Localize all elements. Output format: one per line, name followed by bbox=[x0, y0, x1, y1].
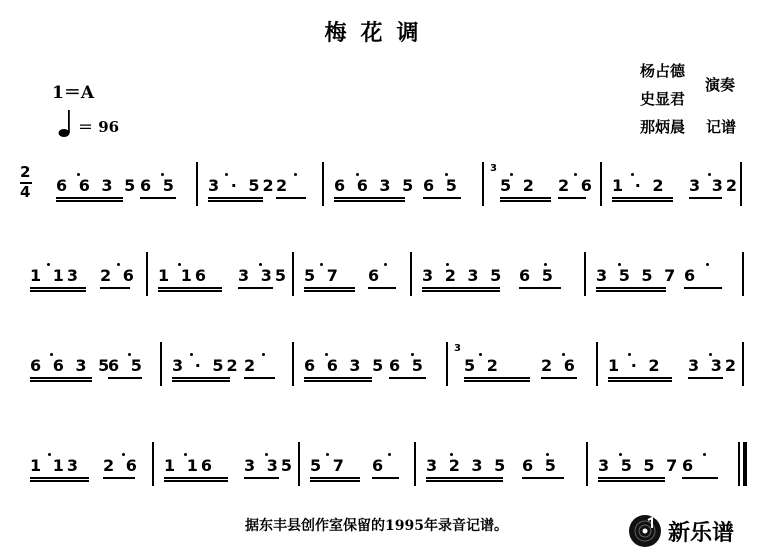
octave-dot bbox=[128, 353, 131, 356]
transcriber: 那炳晨 bbox=[640, 118, 686, 136]
note-group-1: 1 · 2 bbox=[612, 176, 667, 195]
beam-line bbox=[519, 287, 561, 289]
octave-dot bbox=[709, 353, 712, 356]
barline bbox=[160, 342, 162, 386]
beam-line bbox=[164, 480, 228, 482]
performer-1: 杨占德 bbox=[640, 62, 686, 80]
transcriber-role: 记谱 bbox=[706, 118, 737, 136]
note-group-1: 3 · 52 bbox=[208, 176, 277, 195]
barline bbox=[596, 342, 598, 386]
note-group-1: 1 13 bbox=[30, 456, 81, 475]
beam-line bbox=[689, 197, 722, 199]
beam-line bbox=[334, 197, 405, 199]
beam-line bbox=[30, 290, 86, 292]
score-title: 梅花调 bbox=[324, 20, 433, 46]
barline bbox=[446, 342, 448, 386]
beam-line bbox=[56, 200, 123, 202]
octave-dot bbox=[450, 453, 453, 456]
beam-line bbox=[140, 197, 176, 199]
beam-line bbox=[422, 290, 500, 292]
beam-line bbox=[464, 377, 530, 379]
beam-line bbox=[334, 200, 405, 202]
beam-line bbox=[423, 197, 461, 199]
octave-dot bbox=[706, 263, 709, 266]
beam-line bbox=[30, 480, 89, 482]
beam-line bbox=[172, 380, 230, 382]
note-group-2: 6 bbox=[684, 266, 699, 285]
note-group-2: 6 bbox=[368, 266, 383, 285]
note-group-2: 3 35 bbox=[238, 266, 289, 285]
beam-line bbox=[500, 197, 551, 199]
octave-dot bbox=[388, 453, 391, 456]
beam-line bbox=[426, 480, 503, 482]
beam-line bbox=[541, 377, 577, 379]
beam-line bbox=[100, 287, 130, 289]
octave-dot bbox=[708, 173, 711, 176]
barline bbox=[740, 162, 742, 206]
note-group-1: 5 7 bbox=[304, 266, 341, 285]
quarter-note-icon bbox=[58, 108, 72, 138]
note-group-1: 3 · 52 bbox=[172, 356, 241, 375]
octave-dot bbox=[122, 453, 125, 456]
note-group-2: 6 bbox=[372, 456, 387, 475]
beam-line bbox=[244, 477, 279, 479]
octave-dot bbox=[47, 263, 50, 266]
octave-dot bbox=[259, 263, 262, 266]
logo-text: 新乐谱 bbox=[668, 521, 735, 546]
note-group-1: 3 5 5 7 bbox=[598, 456, 681, 475]
octave-dot bbox=[446, 263, 449, 266]
barline bbox=[146, 252, 148, 296]
note-group-1: 1 16 bbox=[158, 266, 209, 285]
note-group-2: 6 5 bbox=[522, 456, 559, 475]
beam-line bbox=[608, 380, 672, 382]
beam-line bbox=[30, 377, 92, 379]
octave-dot bbox=[77, 173, 80, 176]
barline bbox=[410, 252, 412, 296]
note-group-2: 3 32 bbox=[689, 176, 740, 195]
beam-line bbox=[688, 377, 723, 379]
octave-dot bbox=[117, 263, 120, 266]
octave-dot bbox=[618, 263, 621, 266]
time-signature-top: 2 bbox=[20, 163, 31, 181]
key-signature: 1＝A bbox=[52, 83, 95, 103]
octave-dot bbox=[631, 173, 634, 176]
note-group-2: 6 5 bbox=[389, 356, 426, 375]
note-group-1: 6 6 3 5 bbox=[30, 356, 113, 375]
note-group-1: 3 5 5 7 bbox=[596, 266, 679, 285]
barline bbox=[742, 252, 744, 296]
barline bbox=[738, 442, 740, 486]
octave-dot bbox=[190, 353, 193, 356]
beam-line bbox=[158, 287, 222, 289]
barline bbox=[292, 252, 294, 296]
octave-dot bbox=[546, 453, 549, 456]
note-group-2: 6 5 bbox=[140, 176, 177, 195]
time-signature-bottom: 4 bbox=[20, 183, 31, 201]
note-group-1: 1 13 bbox=[30, 266, 81, 285]
beam-line bbox=[103, 477, 135, 479]
beam-line bbox=[244, 377, 275, 379]
note-group-2: 2 6 bbox=[100, 266, 137, 285]
beam-line bbox=[164, 477, 228, 479]
note-group-2: 6 5 bbox=[423, 176, 460, 195]
octave-dot bbox=[562, 353, 565, 356]
octave-dot bbox=[265, 453, 268, 456]
note-group-1: 1 16 bbox=[164, 456, 215, 475]
octave-dot bbox=[178, 263, 181, 266]
note-group-2: 2 bbox=[276, 176, 291, 195]
beam-line bbox=[238, 287, 273, 289]
barline bbox=[292, 342, 294, 386]
barline bbox=[586, 442, 588, 486]
note-group-1: 6 6 3 5 bbox=[56, 176, 139, 195]
beam-line bbox=[30, 287, 86, 289]
beam-line bbox=[612, 197, 673, 199]
beam-line bbox=[158, 290, 222, 292]
barline bbox=[414, 442, 416, 486]
footer-note: 据东丰县创作室保留的1995年录音记谱。 bbox=[245, 518, 508, 534]
beam-line bbox=[208, 197, 263, 199]
beam-line bbox=[422, 287, 500, 289]
note-group-1: 5 7 bbox=[310, 456, 347, 475]
beam-line bbox=[558, 197, 586, 199]
beam-line bbox=[30, 380, 92, 382]
beam-line bbox=[372, 477, 399, 479]
beam-line bbox=[304, 290, 355, 292]
beam-line bbox=[598, 477, 665, 479]
beam-line bbox=[612, 200, 673, 202]
note-group-1: 3 2 3 5 bbox=[426, 456, 509, 475]
beam-line bbox=[596, 290, 666, 292]
barline bbox=[742, 342, 744, 386]
beam-line bbox=[172, 377, 230, 379]
final-barline bbox=[743, 442, 747, 486]
octave-dot bbox=[320, 263, 323, 266]
octave-dot bbox=[161, 173, 164, 176]
octave-dot bbox=[544, 263, 547, 266]
octave-dot bbox=[184, 453, 187, 456]
barline bbox=[298, 442, 300, 486]
octave-dot bbox=[262, 353, 265, 356]
barline bbox=[482, 162, 484, 206]
note-group-1: 6 6 3 5 bbox=[334, 176, 417, 195]
beam-line bbox=[56, 197, 123, 199]
octave-dot bbox=[445, 173, 448, 176]
beam-line bbox=[426, 477, 503, 479]
beam-line bbox=[608, 377, 672, 379]
beam-line bbox=[682, 477, 718, 479]
beam-line bbox=[500, 200, 551, 202]
note-group-2: 6 5 bbox=[519, 266, 556, 285]
note-group-2: 6 5 bbox=[108, 356, 145, 375]
beam-line bbox=[30, 477, 89, 479]
beam-line bbox=[310, 477, 360, 479]
note-group-2: 2 bbox=[244, 356, 259, 375]
barline bbox=[600, 162, 602, 206]
note-group-2: 6 bbox=[682, 456, 697, 475]
beam-line bbox=[304, 380, 372, 382]
performer-2: 史显君 bbox=[640, 90, 686, 108]
barline bbox=[584, 252, 586, 296]
note-group-1: 5 2 bbox=[500, 176, 537, 195]
note-group-2: 2 6 bbox=[558, 176, 595, 195]
beam-line bbox=[522, 477, 564, 479]
octave-dot bbox=[619, 453, 622, 456]
note-group-2: 2 6 bbox=[103, 456, 140, 475]
note-group-2: 3 35 bbox=[244, 456, 295, 475]
grace-note: 3 bbox=[454, 343, 461, 354]
beam-line bbox=[389, 377, 426, 379]
beam-line bbox=[304, 377, 372, 379]
tempo-marking: ＝ 96 bbox=[78, 118, 120, 136]
grace-note: 3 bbox=[490, 163, 497, 174]
octave-dot bbox=[48, 453, 51, 456]
note-group-1: 3 2 3 5 bbox=[422, 266, 505, 285]
beam-line bbox=[684, 287, 722, 289]
beam-line bbox=[276, 197, 306, 199]
octave-dot bbox=[479, 353, 482, 356]
octave-dot bbox=[325, 353, 328, 356]
octave-dot bbox=[628, 353, 631, 356]
beam-line bbox=[598, 480, 665, 482]
note-group-2: 3 32 bbox=[688, 356, 739, 375]
octave-dot bbox=[703, 453, 706, 456]
octave-dot bbox=[384, 263, 387, 266]
beam-line bbox=[596, 287, 666, 289]
performers-role: 演奏 bbox=[705, 76, 736, 94]
octave-dot bbox=[225, 173, 228, 176]
music-disc-icon bbox=[628, 514, 662, 548]
note-group-1: 1 · 2 bbox=[608, 356, 663, 375]
beam-line bbox=[208, 200, 263, 202]
note-group-1: 6 6 3 5 bbox=[304, 356, 387, 375]
octave-dot bbox=[356, 173, 359, 176]
barline bbox=[322, 162, 324, 206]
octave-dot bbox=[411, 353, 414, 356]
octave-dot bbox=[574, 173, 577, 176]
octave-dot bbox=[510, 173, 513, 176]
octave-dot bbox=[326, 453, 329, 456]
barline bbox=[196, 162, 198, 206]
beam-line bbox=[304, 287, 355, 289]
note-group-2: 2 6 bbox=[541, 356, 578, 375]
octave-dot bbox=[294, 173, 297, 176]
barline bbox=[152, 442, 154, 486]
beam-line bbox=[464, 380, 530, 382]
beam-line bbox=[108, 377, 142, 379]
beam-line bbox=[368, 287, 396, 289]
note-group-1: 5 2 bbox=[464, 356, 501, 375]
beam-line bbox=[310, 480, 360, 482]
octave-dot bbox=[50, 353, 53, 356]
